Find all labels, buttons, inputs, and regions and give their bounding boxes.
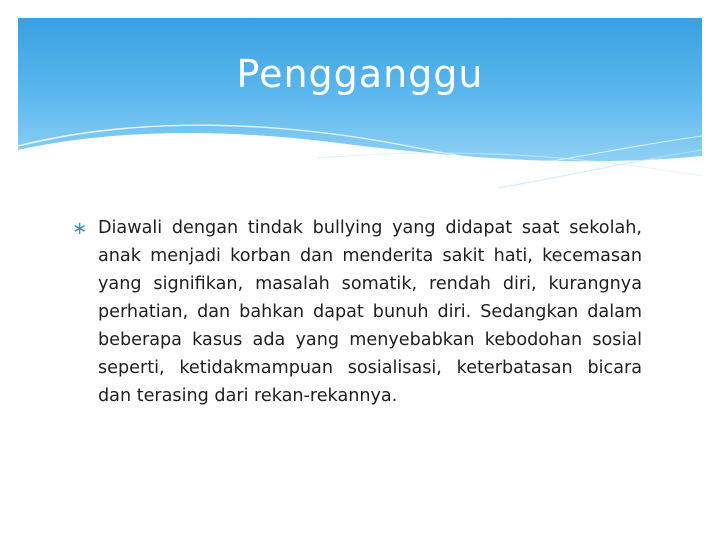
- bullet-item: [72, 214, 642, 410]
- asterisk-bullet-icon: ∗: [72, 218, 88, 238]
- title-banner: [18, 18, 702, 198]
- slide-title: Pengganggu: [236, 52, 484, 96]
- bullet-list: [72, 214, 642, 410]
- wave-banner-graphic: [18, 18, 702, 198]
- bullet-text: Diawali dengan tindak bullying yang didapat saat sekolah, anak menjadi korban dan menderita sakit hati, kecemasan yang signifikan, masalah somatik, rendah diri, kurangnya perhatian, dan bahkan dapat bunuh diri. Sedangkan dalam beberapa kasus ada yang menyebabkan kebodohan sosial seperti, ketidakmampuan sosialisasi, keterbatasan bicara dan terasing dari rekan-rekannya.: [98, 218, 642, 406]
